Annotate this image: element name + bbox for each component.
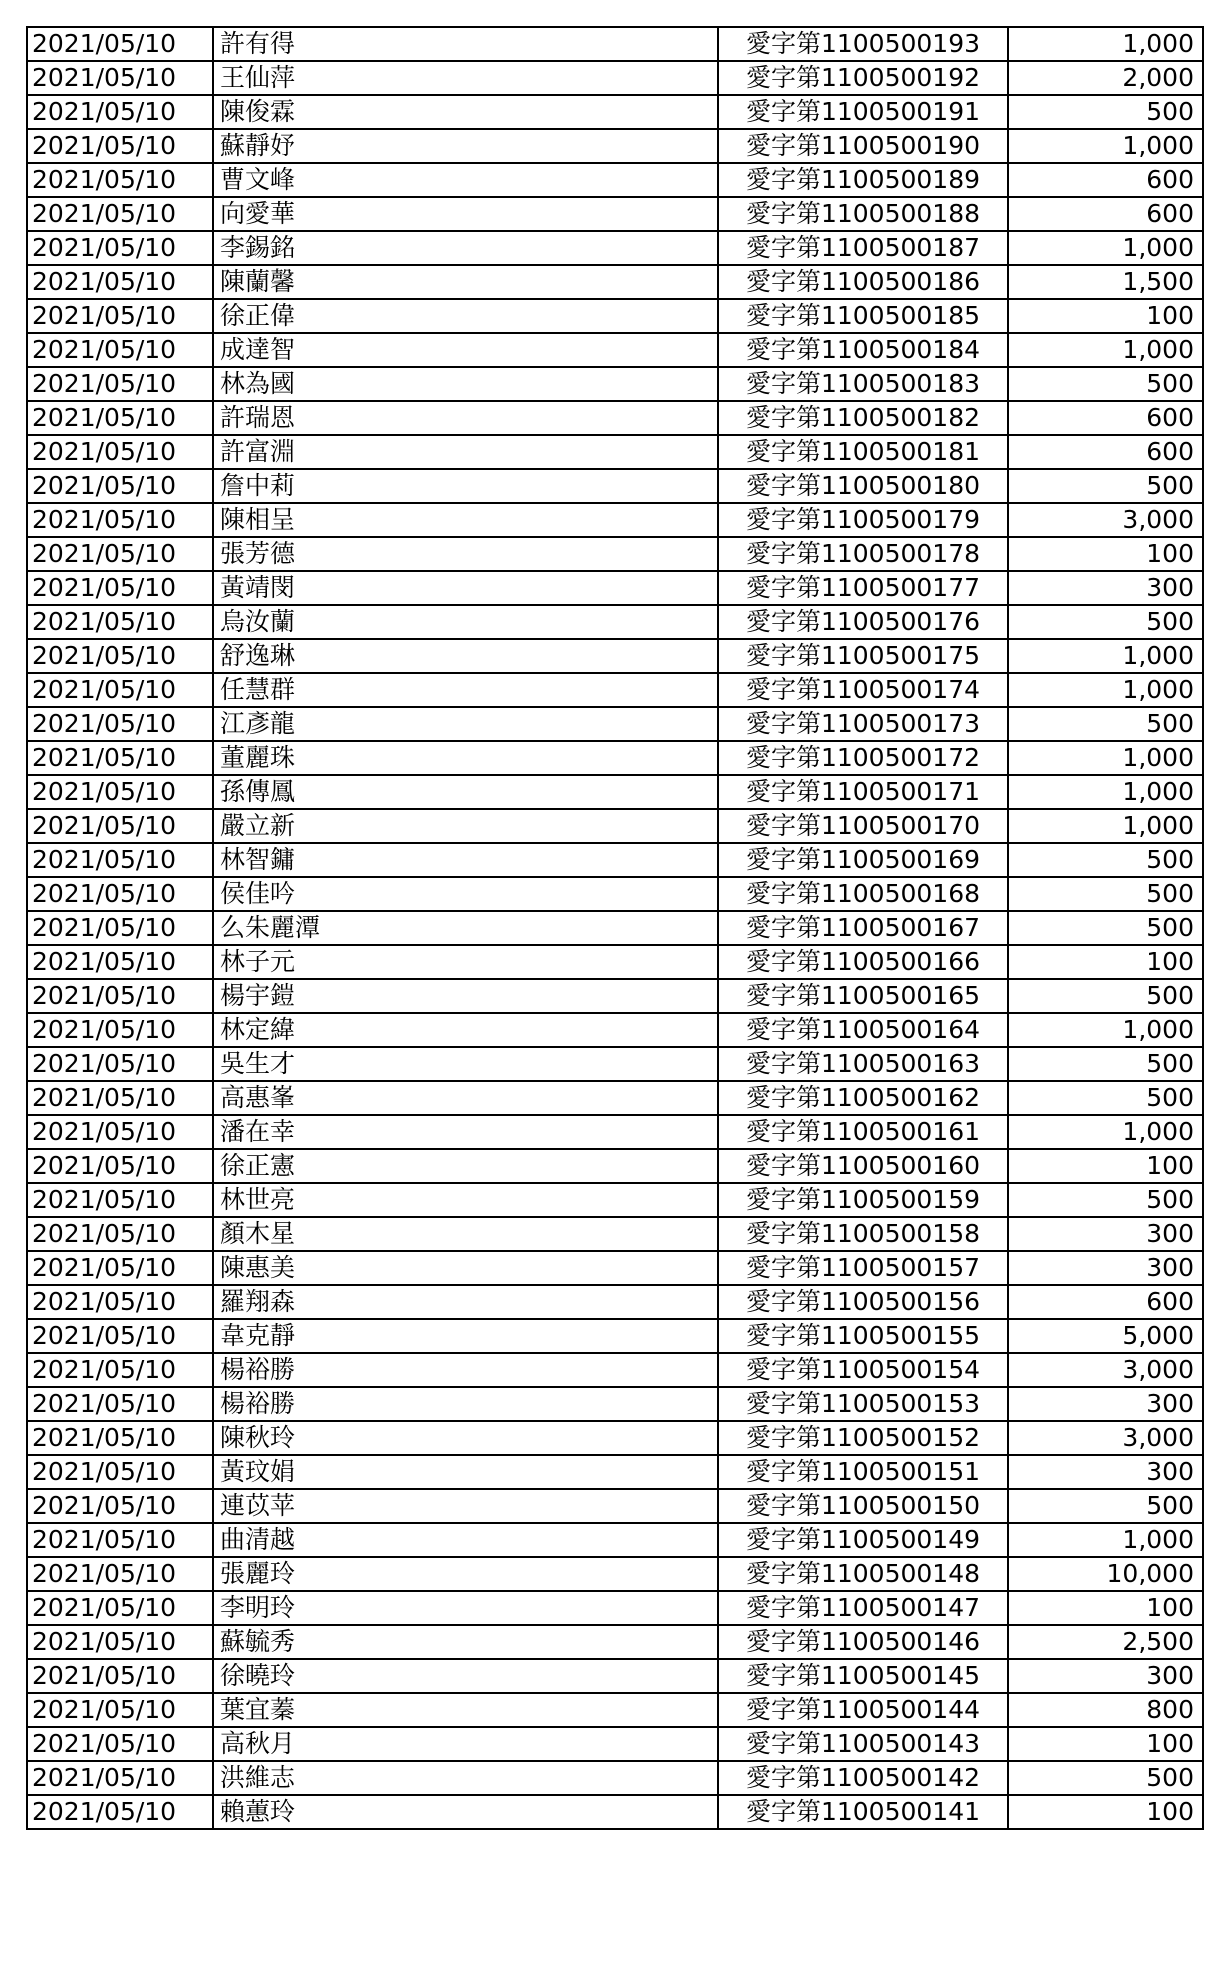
amount-cell: 1,500 [1008,265,1203,299]
date-cell: 2021/05/10 [27,1761,213,1795]
receipt-number-cell: 愛字第1100500193 [718,27,1008,61]
table-row [27,1557,1203,1591]
amount-cell: 1,000 [1008,809,1203,843]
table-row [27,1761,1203,1795]
receipt-number-cell: 愛字第1100500186 [718,265,1008,299]
date-cell: 2021/05/10 [27,537,213,571]
table-row [27,1659,1203,1693]
receipt-number-cell: 愛字第1100500149 [718,1523,1008,1557]
donor-name-cell: 許瑞恩 [213,401,718,435]
amount-cell: 3,000 [1008,503,1203,537]
receipt-number-cell: 愛字第1100500171 [718,775,1008,809]
receipt-number-cell: 愛字第1100500190 [718,129,1008,163]
amount-cell: 500 [1008,979,1203,1013]
table-row [27,1251,1203,1285]
date-cell: 2021/05/10 [27,775,213,809]
table-row [27,911,1203,945]
date-cell: 2021/05/10 [27,163,213,197]
donor-name-cell: 李錫銘 [213,231,718,265]
amount-cell: 2,000 [1008,61,1203,95]
date-cell: 2021/05/10 [27,333,213,367]
table-row [27,775,1203,809]
table-row [27,1387,1203,1421]
donor-name-cell: 徐曉玲 [213,1659,718,1693]
receipt-number-cell: 愛字第1100500181 [718,435,1008,469]
receipt-number-cell: 愛字第1100500174 [718,673,1008,707]
table-row [27,707,1203,741]
date-cell: 2021/05/10 [27,945,213,979]
donor-name-cell: 張麗玲 [213,1557,718,1591]
amount-cell: 500 [1008,1489,1203,1523]
donor-name-cell: 蘇毓秀 [213,1625,718,1659]
amount-cell: 3,000 [1008,1421,1203,1455]
date-cell: 2021/05/10 [27,1047,213,1081]
table-row [27,1727,1203,1761]
amount-cell: 1,000 [1008,741,1203,775]
date-cell: 2021/05/10 [27,605,213,639]
amount-cell: 600 [1008,163,1203,197]
date-cell: 2021/05/10 [27,27,213,61]
date-cell: 2021/05/10 [27,1217,213,1251]
receipt-number-cell: 愛字第1100500170 [718,809,1008,843]
date-cell: 2021/05/10 [27,741,213,775]
receipt-number-cell: 愛字第1100500178 [718,537,1008,571]
donor-name-cell: 楊宇鎧 [213,979,718,1013]
amount-cell: 500 [1008,367,1203,401]
table-row [27,61,1203,95]
date-cell: 2021/05/10 [27,503,213,537]
amount-cell: 500 [1008,1761,1203,1795]
amount-cell: 500 [1008,95,1203,129]
amount-cell: 300 [1008,1455,1203,1489]
donor-name-cell: 陳俊霖 [213,95,718,129]
table-row [27,605,1203,639]
donor-name-cell: 賴蕙玲 [213,1795,718,1829]
amount-cell: 100 [1008,1149,1203,1183]
receipt-number-cell: 愛字第1100500143 [718,1727,1008,1761]
amount-cell: 100 [1008,1795,1203,1829]
table-row [27,95,1203,129]
donor-name-cell: 林為國 [213,367,718,401]
receipt-number-cell: 愛字第1100500158 [718,1217,1008,1251]
amount-cell: 500 [1008,469,1203,503]
donor-name-cell: 吳生才 [213,1047,718,1081]
donor-name-cell: 潘在幸 [213,1115,718,1149]
receipt-number-cell: 愛字第1100500164 [718,1013,1008,1047]
receipt-number-cell: 愛字第1100500148 [718,1557,1008,1591]
amount-cell: 600 [1008,435,1203,469]
donor-name-cell: 顏木星 [213,1217,718,1251]
table-row [27,945,1203,979]
amount-cell: 300 [1008,1217,1203,1251]
amount-cell: 500 [1008,843,1203,877]
donor-name-cell: 許有得 [213,27,718,61]
donor-name-cell: 曲清越 [213,1523,718,1557]
date-cell: 2021/05/10 [27,265,213,299]
table-row [27,1523,1203,1557]
donor-name-cell: 黃靖閔 [213,571,718,605]
amount-cell: 500 [1008,1081,1203,1115]
receipt-number-cell: 愛字第1100500191 [718,95,1008,129]
donation-table-body [27,27,1203,1829]
table-row [27,741,1203,775]
donor-name-cell: 林智鏞 [213,843,718,877]
amount-cell: 500 [1008,707,1203,741]
amount-cell: 300 [1008,571,1203,605]
donor-name-cell: 烏汝蘭 [213,605,718,639]
receipt-number-cell: 愛字第1100500144 [718,1693,1008,1727]
table-row [27,1625,1203,1659]
donor-name-cell: 孫傳鳳 [213,775,718,809]
receipt-number-cell: 愛字第1100500185 [718,299,1008,333]
date-cell: 2021/05/10 [27,809,213,843]
donor-name-cell: 嚴立新 [213,809,718,843]
receipt-number-cell: 愛字第1100500146 [718,1625,1008,1659]
donor-name-cell: 洪維志 [213,1761,718,1795]
table-row [27,333,1203,367]
receipt-number-cell: 愛字第1100500147 [718,1591,1008,1625]
table-row [27,299,1203,333]
date-cell: 2021/05/10 [27,129,213,163]
table-row [27,1795,1203,1829]
table-row [27,435,1203,469]
date-cell: 2021/05/10 [27,1557,213,1591]
date-cell: 2021/05/10 [27,571,213,605]
date-cell: 2021/05/10 [27,1387,213,1421]
date-cell: 2021/05/10 [27,1285,213,1319]
receipt-number-cell: 愛字第1100500151 [718,1455,1008,1489]
receipt-number-cell: 愛字第1100500184 [718,333,1008,367]
receipt-number-cell: 愛字第1100500169 [718,843,1008,877]
amount-cell: 3,000 [1008,1353,1203,1387]
donor-name-cell: 葉宜蓁 [213,1693,718,1727]
amount-cell: 300 [1008,1659,1203,1693]
donor-name-cell: 蘇靜妤 [213,129,718,163]
donor-name-cell: 任慧群 [213,673,718,707]
receipt-number-cell: 愛字第1100500142 [718,1761,1008,1795]
amount-cell: 100 [1008,1727,1203,1761]
receipt-number-cell: 愛字第1100500183 [718,367,1008,401]
table-row [27,1013,1203,1047]
receipt-number-cell: 愛字第1100500141 [718,1795,1008,1829]
date-cell: 2021/05/10 [27,299,213,333]
date-cell: 2021/05/10 [27,1353,213,1387]
date-cell: 2021/05/10 [27,1693,213,1727]
date-cell: 2021/05/10 [27,1727,213,1761]
amount-cell: 600 [1008,1285,1203,1319]
receipt-number-cell: 愛字第1100500166 [718,945,1008,979]
table-row [27,877,1203,911]
donor-name-cell: 向愛華 [213,197,718,231]
date-cell: 2021/05/10 [27,1795,213,1829]
amount-cell: 1,000 [1008,775,1203,809]
receipt-number-cell: 愛字第1100500192 [718,61,1008,95]
table-row [27,401,1203,435]
donor-name-cell: 徐正偉 [213,299,718,333]
table-row [27,197,1203,231]
date-cell: 2021/05/10 [27,1251,213,1285]
amount-cell: 500 [1008,605,1203,639]
table-row [27,673,1203,707]
date-cell: 2021/05/10 [27,639,213,673]
table-row [27,1149,1203,1183]
receipt-number-cell: 愛字第1100500168 [718,877,1008,911]
amount-cell: 600 [1008,197,1203,231]
table-row [27,1217,1203,1251]
date-cell: 2021/05/10 [27,231,213,265]
receipt-number-cell: 愛字第1100500172 [718,741,1008,775]
amount-cell: 600 [1008,401,1203,435]
date-cell: 2021/05/10 [27,95,213,129]
date-cell: 2021/05/10 [27,877,213,911]
table-row [27,1489,1203,1523]
amount-cell: 100 [1008,1591,1203,1625]
amount-cell: 500 [1008,877,1203,911]
date-cell: 2021/05/10 [27,435,213,469]
table-row [27,163,1203,197]
date-cell: 2021/05/10 [27,1659,213,1693]
table-row [27,27,1203,61]
donor-name-cell: 林世亮 [213,1183,718,1217]
amount-cell: 5,000 [1008,1319,1203,1353]
donor-name-cell: 陳蘭馨 [213,265,718,299]
receipt-number-cell: 愛字第1100500180 [718,469,1008,503]
table-row [27,129,1203,163]
donor-name-cell: 王仙萍 [213,61,718,95]
donor-name-cell: 侯佳吟 [213,877,718,911]
donor-name-cell: 江彥龍 [213,707,718,741]
table-row [27,1455,1203,1489]
amount-cell: 500 [1008,911,1203,945]
amount-cell: 1,000 [1008,129,1203,163]
donor-name-cell: 成達智 [213,333,718,367]
donor-name-cell: 黃玟娟 [213,1455,718,1489]
receipt-number-cell: 愛字第1100500173 [718,707,1008,741]
donor-name-cell: 連苡苹 [213,1489,718,1523]
table-row [27,537,1203,571]
donor-name-cell: 韋克靜 [213,1319,718,1353]
date-cell: 2021/05/10 [27,979,213,1013]
donor-name-cell: 林定緯 [213,1013,718,1047]
donor-name-cell: 詹中莉 [213,469,718,503]
receipt-number-cell: 愛字第1100500154 [718,1353,1008,1387]
table-row [27,1285,1203,1319]
date-cell: 2021/05/10 [27,1523,213,1557]
receipt-number-cell: 愛字第1100500188 [718,197,1008,231]
donor-name-cell: 許富淵 [213,435,718,469]
date-cell: 2021/05/10 [27,1421,213,1455]
table-row [27,231,1203,265]
amount-cell: 300 [1008,1251,1203,1285]
receipt-number-cell: 愛字第1100500179 [718,503,1008,537]
receipt-number-cell: 愛字第1100500165 [718,979,1008,1013]
amount-cell: 500 [1008,1183,1203,1217]
date-cell: 2021/05/10 [27,1455,213,1489]
receipt-number-cell: 愛字第1100500153 [718,1387,1008,1421]
amount-cell: 100 [1008,945,1203,979]
table-row [27,639,1203,673]
date-cell: 2021/05/10 [27,197,213,231]
amount-cell: 1,000 [1008,1115,1203,1149]
date-cell: 2021/05/10 [27,1115,213,1149]
receipt-number-cell: 愛字第1100500167 [718,911,1008,945]
table-row [27,571,1203,605]
amount-cell: 1,000 [1008,231,1203,265]
receipt-number-cell: 愛字第1100500177 [718,571,1008,605]
receipt-number-cell: 愛字第1100500157 [718,1251,1008,1285]
date-cell: 2021/05/10 [27,843,213,877]
donor-name-cell: 舒逸琳 [213,639,718,673]
table-row [27,979,1203,1013]
amount-cell: 300 [1008,1387,1203,1421]
amount-cell: 1,000 [1008,639,1203,673]
amount-cell: 100 [1008,299,1203,333]
table-row [27,1081,1203,1115]
donor-name-cell: 楊裕勝 [213,1387,718,1421]
table-row [27,1115,1203,1149]
table-row [27,1353,1203,1387]
table-row [27,1693,1203,1727]
receipt-number-cell: 愛字第1100500187 [718,231,1008,265]
amount-cell: 500 [1008,1047,1203,1081]
receipt-number-cell: 愛字第1100500152 [718,1421,1008,1455]
date-cell: 2021/05/10 [27,1319,213,1353]
donor-name-cell: 曹文峰 [213,163,718,197]
donor-name-cell: 羅翔森 [213,1285,718,1319]
donor-name-cell: 徐正憲 [213,1149,718,1183]
date-cell: 2021/05/10 [27,1013,213,1047]
donor-name-cell: 高秋月 [213,1727,718,1761]
date-cell: 2021/05/10 [27,1183,213,1217]
donor-name-cell: 么朱麗潭 [213,911,718,945]
receipt-number-cell: 愛字第1100500159 [718,1183,1008,1217]
donation-table [26,26,1204,1830]
date-cell: 2021/05/10 [27,1489,213,1523]
date-cell: 2021/05/10 [27,367,213,401]
receipt-number-cell: 愛字第1100500162 [718,1081,1008,1115]
receipt-number-cell: 愛字第1100500189 [718,163,1008,197]
amount-cell: 1,000 [1008,27,1203,61]
table-row [27,1047,1203,1081]
date-cell: 2021/05/10 [27,673,213,707]
date-cell: 2021/05/10 [27,61,213,95]
date-cell: 2021/05/10 [27,1149,213,1183]
receipt-number-cell: 愛字第1100500156 [718,1285,1008,1319]
table-row [27,1319,1203,1353]
donor-name-cell: 高惠峯 [213,1081,718,1115]
receipt-number-cell: 愛字第1100500161 [718,1115,1008,1149]
table-row [27,1421,1203,1455]
receipt-number-cell: 愛字第1100500155 [718,1319,1008,1353]
table-row [27,1183,1203,1217]
date-cell: 2021/05/10 [27,401,213,435]
amount-cell: 2,500 [1008,1625,1203,1659]
amount-cell: 10,000 [1008,1557,1203,1591]
donor-name-cell: 李明玲 [213,1591,718,1625]
table-row [27,367,1203,401]
receipt-number-cell: 愛字第1100500163 [718,1047,1008,1081]
amount-cell: 1,000 [1008,333,1203,367]
table-row [27,503,1203,537]
date-cell: 2021/05/10 [27,1081,213,1115]
donor-name-cell: 陳相呈 [213,503,718,537]
donor-name-cell: 張芳德 [213,537,718,571]
date-cell: 2021/05/10 [27,469,213,503]
donor-name-cell: 林子元 [213,945,718,979]
amount-cell: 100 [1008,537,1203,571]
table-row [27,843,1203,877]
donor-name-cell: 董麗珠 [213,741,718,775]
amount-cell: 800 [1008,1693,1203,1727]
amount-cell: 1,000 [1008,1523,1203,1557]
receipt-number-cell: 愛字第1100500150 [718,1489,1008,1523]
table-row [27,265,1203,299]
date-cell: 2021/05/10 [27,911,213,945]
table-row [27,1591,1203,1625]
amount-cell: 1,000 [1008,673,1203,707]
table-row [27,469,1203,503]
receipt-number-cell: 愛字第1100500176 [718,605,1008,639]
donor-name-cell: 陳惠美 [213,1251,718,1285]
receipt-number-cell: 愛字第1100500182 [718,401,1008,435]
donor-name-cell: 陳秋玲 [213,1421,718,1455]
date-cell: 2021/05/10 [27,1625,213,1659]
receipt-number-cell: 愛字第1100500145 [718,1659,1008,1693]
receipt-number-cell: 愛字第1100500160 [718,1149,1008,1183]
receipt-number-cell: 愛字第1100500175 [718,639,1008,673]
amount-cell: 1,000 [1008,1013,1203,1047]
date-cell: 2021/05/10 [27,707,213,741]
date-cell: 2021/05/10 [27,1591,213,1625]
table-row [27,809,1203,843]
donor-name-cell: 楊裕勝 [213,1353,718,1387]
